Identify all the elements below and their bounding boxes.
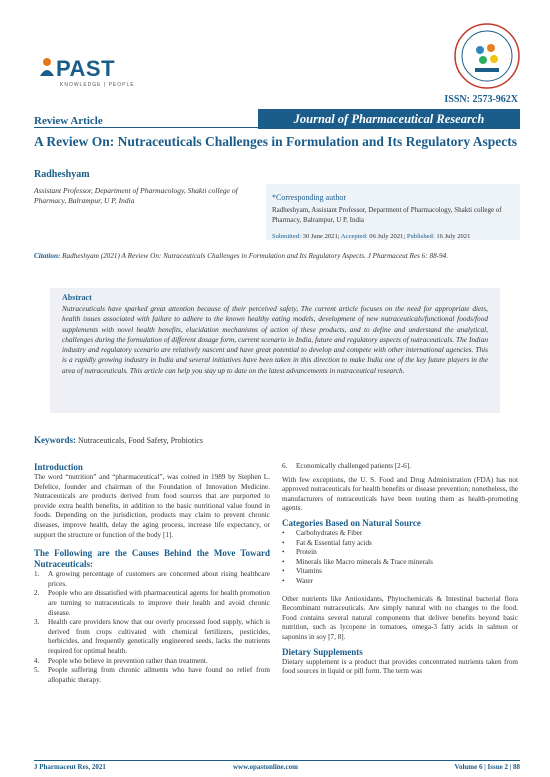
brand-tagline: KNOWLEDGE | PEOPLE (60, 82, 135, 88)
submitted-label: Submitted: (272, 233, 301, 240)
accepted-date: 06 July 2021; (367, 233, 407, 240)
list-item: 5. People suffering from chronic ailments who have found no relief from allopathic therapy. (34, 666, 270, 684)
list-item: 4. People who believe in prevention rather than treatment. (34, 656, 208, 665)
list-item: • Water (282, 576, 313, 585)
list-item: 3. Health care providers know that our overly processed food supply, which is derived from crops cultivated with chemical fertilizers, pesticides, herbicides, and frequently genetically engineered seeds, lacks the nutrients required for optimal health. (34, 618, 270, 655)
published-date: 16 July 2021 (434, 233, 471, 240)
citation-text: Radheshyam (2021) A Review On: Nutraceuticals Challenges in Formulation and Its Regulatory Aspects. J Pharmaceut Res 6: 88-94. (60, 252, 449, 260)
keywords-text: Nutraceuticals, Food Safety, Probiotics (76, 436, 204, 445)
list-item: 1. A growing percentage of customers are concerned about rising healthcare prices. (34, 570, 270, 588)
reasons-list (34, 570, 270, 685)
bullet-icon: • (282, 528, 285, 537)
accepted-label: Accepted: (340, 233, 368, 240)
intro-text: The word “nutrition” and “pharmaceutical”, was coined in 1989 by Stephen L. Defelice, founder and chairman of the Foundation of Innovation Medicine. Nutraceuticals are products derived from food sources that are purported to provide extra health benefits, in addition to the basic nutritional value found in foods. Depending on the jurisdiction, products may claim to prevent chronic diseases, improve health, delay the aging process, increase life expectancy, or support the structure or function of the body [1]. (34, 473, 270, 539)
keywords (34, 435, 203, 445)
publication-dates (272, 233, 520, 240)
list-item: • Protein (282, 548, 317, 557)
bullet-icon: • (282, 576, 285, 585)
article-title: A Review On: Nutraceuticals Challenges in Formulation and Its Regulatory Aspects (34, 134, 517, 149)
footer-journal: J Pharmaceut Res, 2021 (34, 763, 106, 771)
brand-name: PAST (56, 56, 116, 81)
categories-list (282, 529, 518, 587)
journal-seal-icon (453, 22, 521, 90)
footer-website-link[interactable]: www.opastonline.com (233, 763, 298, 771)
supplements-heading: Dietary Supplements (282, 646, 363, 657)
right-column (282, 462, 518, 677)
citation-label: Citation: (34, 252, 61, 260)
reasons-heading: The Following are the Causes Behind the Move Toward Nutraceuticals: (34, 548, 270, 570)
list-item: • Vitamins (282, 567, 322, 576)
journal-name: Journal of Pharmaceutical Research (258, 109, 520, 129)
citation (34, 251, 522, 261)
footer-volume: Volume 6 | Issue 2 | 88 (454, 763, 520, 771)
corresponding-author-text: Radheshyam, Assistant Professor, Department of Pharmacology, Shakti college of Pharmacy, Balrampur, U P, India (272, 206, 502, 224)
published-label: Published: (406, 233, 435, 240)
list-item: • Minerals like Macro minerals & Trace minerals (282, 557, 433, 566)
author-affiliation: Assistant Professor, Department of Pharmacology, Shakti college of Pharmacy, Balrampur, U P, India (34, 186, 238, 205)
bullet-icon: • (282, 567, 285, 576)
bullet-icon: • (282, 557, 285, 566)
fda-paragraph: With few exceptions, the U. S. Food and Drug Administration (FDA) has not approved nutraceuticals for health benefits or disease prevention; nonetheless, the manufacturers of nutraceuticals have been touting them as health-promoting agents. (282, 475, 518, 513)
intro-heading: Introduction (34, 462, 83, 472)
issn-label: ISSN: 2573-962X (444, 94, 518, 105)
categories-heading: Categories Based on Natural Source (282, 517, 421, 528)
submitted-date: 30 June 2021; (300, 233, 341, 240)
author-name: Radheshyam (34, 169, 90, 180)
abstract-text: Nutraceuticals have sparked great attention because of their perceived safety, The current article focuses on the need for appropriate diets, health issues associated with failure to adhere to the known healthy eating models, development of new nutraceuticals/functional foods/food supplements with novel health benefits, elucidation mechanisms of action of these products, and to define and understand the analytical, challenges during the formulation of different dosage form, current scenario in India, future and regulatory aspects of nutraceuticals. The Indian industry and regulatory scenario are relatively nascent and have great potential to develop and compete with other international agencies. This is a rapidly growing industry in India and several initiatives have been taken in this direction to make India one of the key future players in the area of nutraceuticals. This article can help you stay up to date on the latest advancements in nutraceutical research. (62, 304, 488, 375)
bullet-icon: • (282, 538, 285, 547)
article-type: Review Article (34, 115, 103, 127)
nutrients-paragraph: Other nutrients like Antioxidants, Phytochemicals & Intestinal bacterial flora Recombinant nutraceuticals. Are simply natural with no changes to the food. Food contains several natural components that deliver benefits beyond basic nutrition, such as lycopene in tomatoes, omega-3 fatty acids in salmon or saponins in soy [7, 8]. (282, 594, 518, 641)
list-item: 6. Economically challenged patients [2-6]. (282, 462, 411, 470)
logo-mark-icon (38, 56, 56, 78)
left-column (34, 462, 270, 685)
list-item: 2. People who are dissatisfied with pharmaceutical agents for health promotion are turning to nutraceuticals to improve their health and avoid chronic disease. (34, 589, 270, 617)
list-item: • Carbohydrates & Fiber (282, 528, 363, 537)
publisher-logo (34, 54, 144, 94)
keywords-label: Keywords: (34, 435, 76, 445)
footer-rule (34, 760, 520, 761)
bullet-icon: • (282, 548, 285, 557)
corresponding-author-title: *Corresponding author (272, 193, 346, 202)
list-item: • Fat & Essential fatty acids (282, 538, 372, 547)
supplements-text: Dietary supplement is a product that provides concentrated nutrients taken from food sources in liquid or pill form. The term was (282, 657, 518, 676)
abstract-title: Abstract (62, 293, 92, 302)
